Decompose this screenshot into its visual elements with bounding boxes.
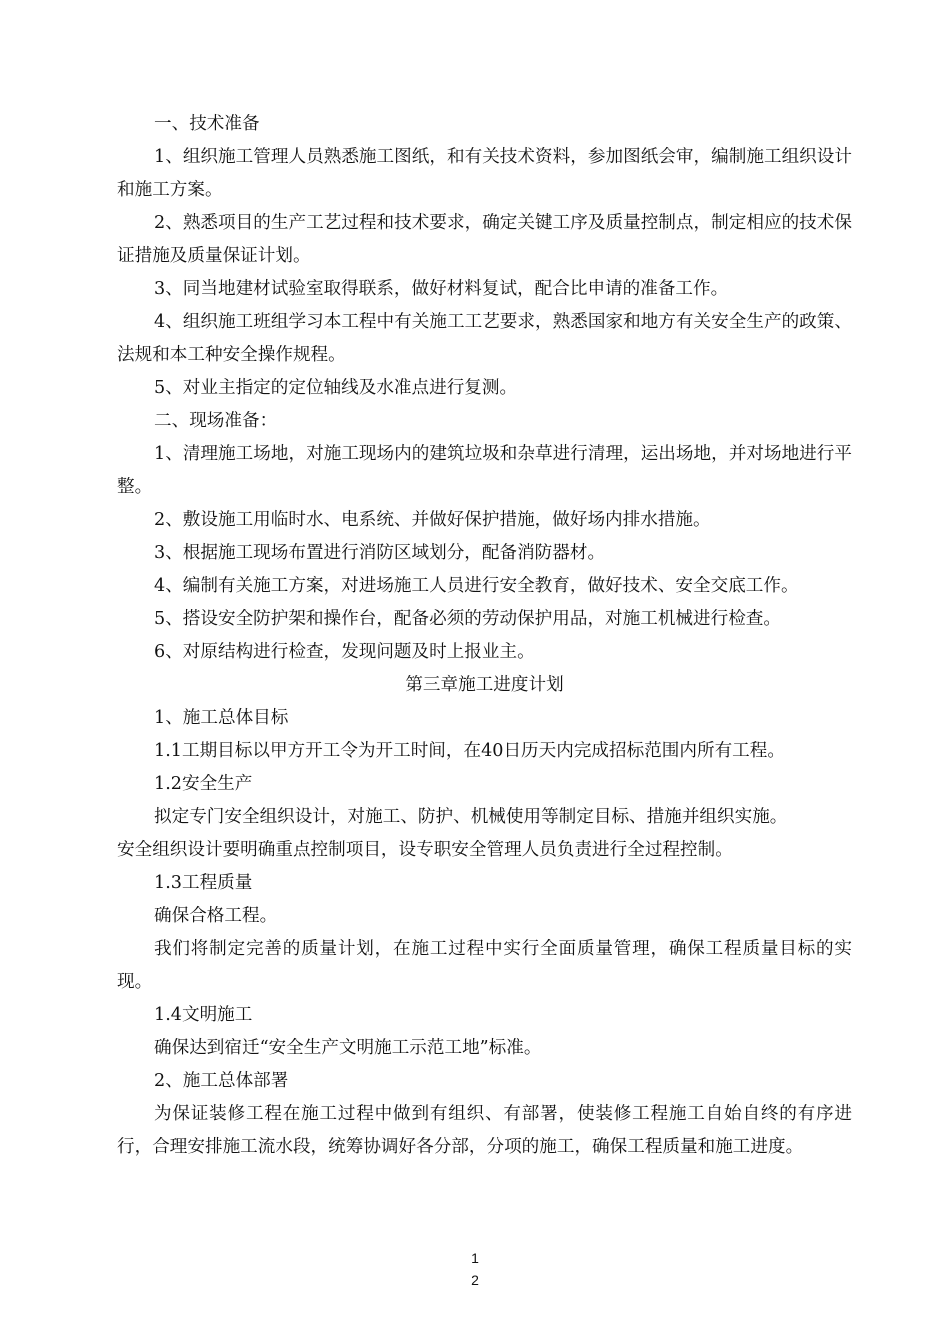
paragraph: 安全组织设计要明确重点控制项目，设专职安全管理人员负责进行全过程控制。 xyxy=(117,840,733,860)
document-body xyxy=(117,108,852,1164)
subheading: 1.4文明施工 xyxy=(154,1005,253,1025)
paragraph: 6、对原结构进行检查，发现问题及时上报业主。 xyxy=(154,642,535,662)
chapter-title: 第三章施工进度计划 xyxy=(405,675,564,695)
paragraph: 3、根据施工现场布置进行消防区域划分，配备消防器材。 xyxy=(154,543,606,563)
paragraph: 确保合格工程。 xyxy=(154,906,278,926)
page-number: 1 xyxy=(471,1250,479,1266)
subheading: 1.3工程质量 xyxy=(154,873,253,893)
section-heading-technical-prep: 一、技术准备 xyxy=(154,114,260,134)
paragraph: 4、组织施工班组学习本工程中有关施工工艺要求，熟悉国家和地方有关安全生产的政策、法规和本工种安全操作规程。 xyxy=(117,312,852,365)
paragraph: 1.1工期目标以甲方开工令为开工时间，在40日历天内完成招标范围内所有工程。 xyxy=(154,741,785,761)
page-number-total: 2 xyxy=(471,1272,479,1288)
paragraph: 3、同当地建材试验室取得联系，做好材料复试，配合比申请的准备工作。 xyxy=(154,279,729,299)
section-heading-site-prep: 二、现场准备： xyxy=(154,411,278,431)
paragraph: 我们将制定完善的质量计划，在施工过程中实行全面质量管理，确保工程质量目标的实现。 xyxy=(117,939,852,992)
paragraph: 确保达到宿迁“安全生产文明施工示范工地”标准。 xyxy=(154,1038,542,1058)
paragraph: 2、敷设施工用临时水、电系统、并做好保护措施，做好场内排水措施。 xyxy=(154,510,711,530)
paragraph: 1、组织施工管理人员熟悉施工图纸，和有关技术资料，参加图纸会审，编制施工组织设计和施工方案。 xyxy=(117,147,852,200)
paragraph: 4、编制有关施工方案，对进场施工人员进行安全教育，做好技术、安全交底工作。 xyxy=(154,576,799,596)
paragraph: 5、对业主指定的定位轴线及水准点进行复测。 xyxy=(154,378,518,398)
paragraph: 为保证装修工程在施工过程中做到有组织、有部署，使装修工程施工自始自终的有序进行，合理安排施工流水段，统筹协调好各分部，分项的施工，确保工程质量和施工进度。 xyxy=(117,1104,852,1157)
paragraph: 1、清理施工场地，对施工现场内的建筑垃圾和杂草进行清理，运出场地，并对场地进行平整。 xyxy=(117,444,852,497)
paragraph: 拟定专门安全组织设计，对施工、防护、机械使用等制定目标、措施并组织实施。 xyxy=(154,807,788,827)
subheading: 1、施工总体目标 xyxy=(154,708,289,728)
paragraph: 2、熟悉项目的生产工艺过程和技术要求，确定关键工序及质量控制点，制定相应的技术保证措施及质量保证计划。 xyxy=(117,213,852,266)
subheading: 1.2安全生产 xyxy=(154,774,253,794)
subheading: 2、施工总体部署 xyxy=(154,1071,289,1091)
paragraph: 5、搭设安全防护架和操作台，配备必须的劳动保护用品，对施工机械进行检查。 xyxy=(154,609,781,629)
